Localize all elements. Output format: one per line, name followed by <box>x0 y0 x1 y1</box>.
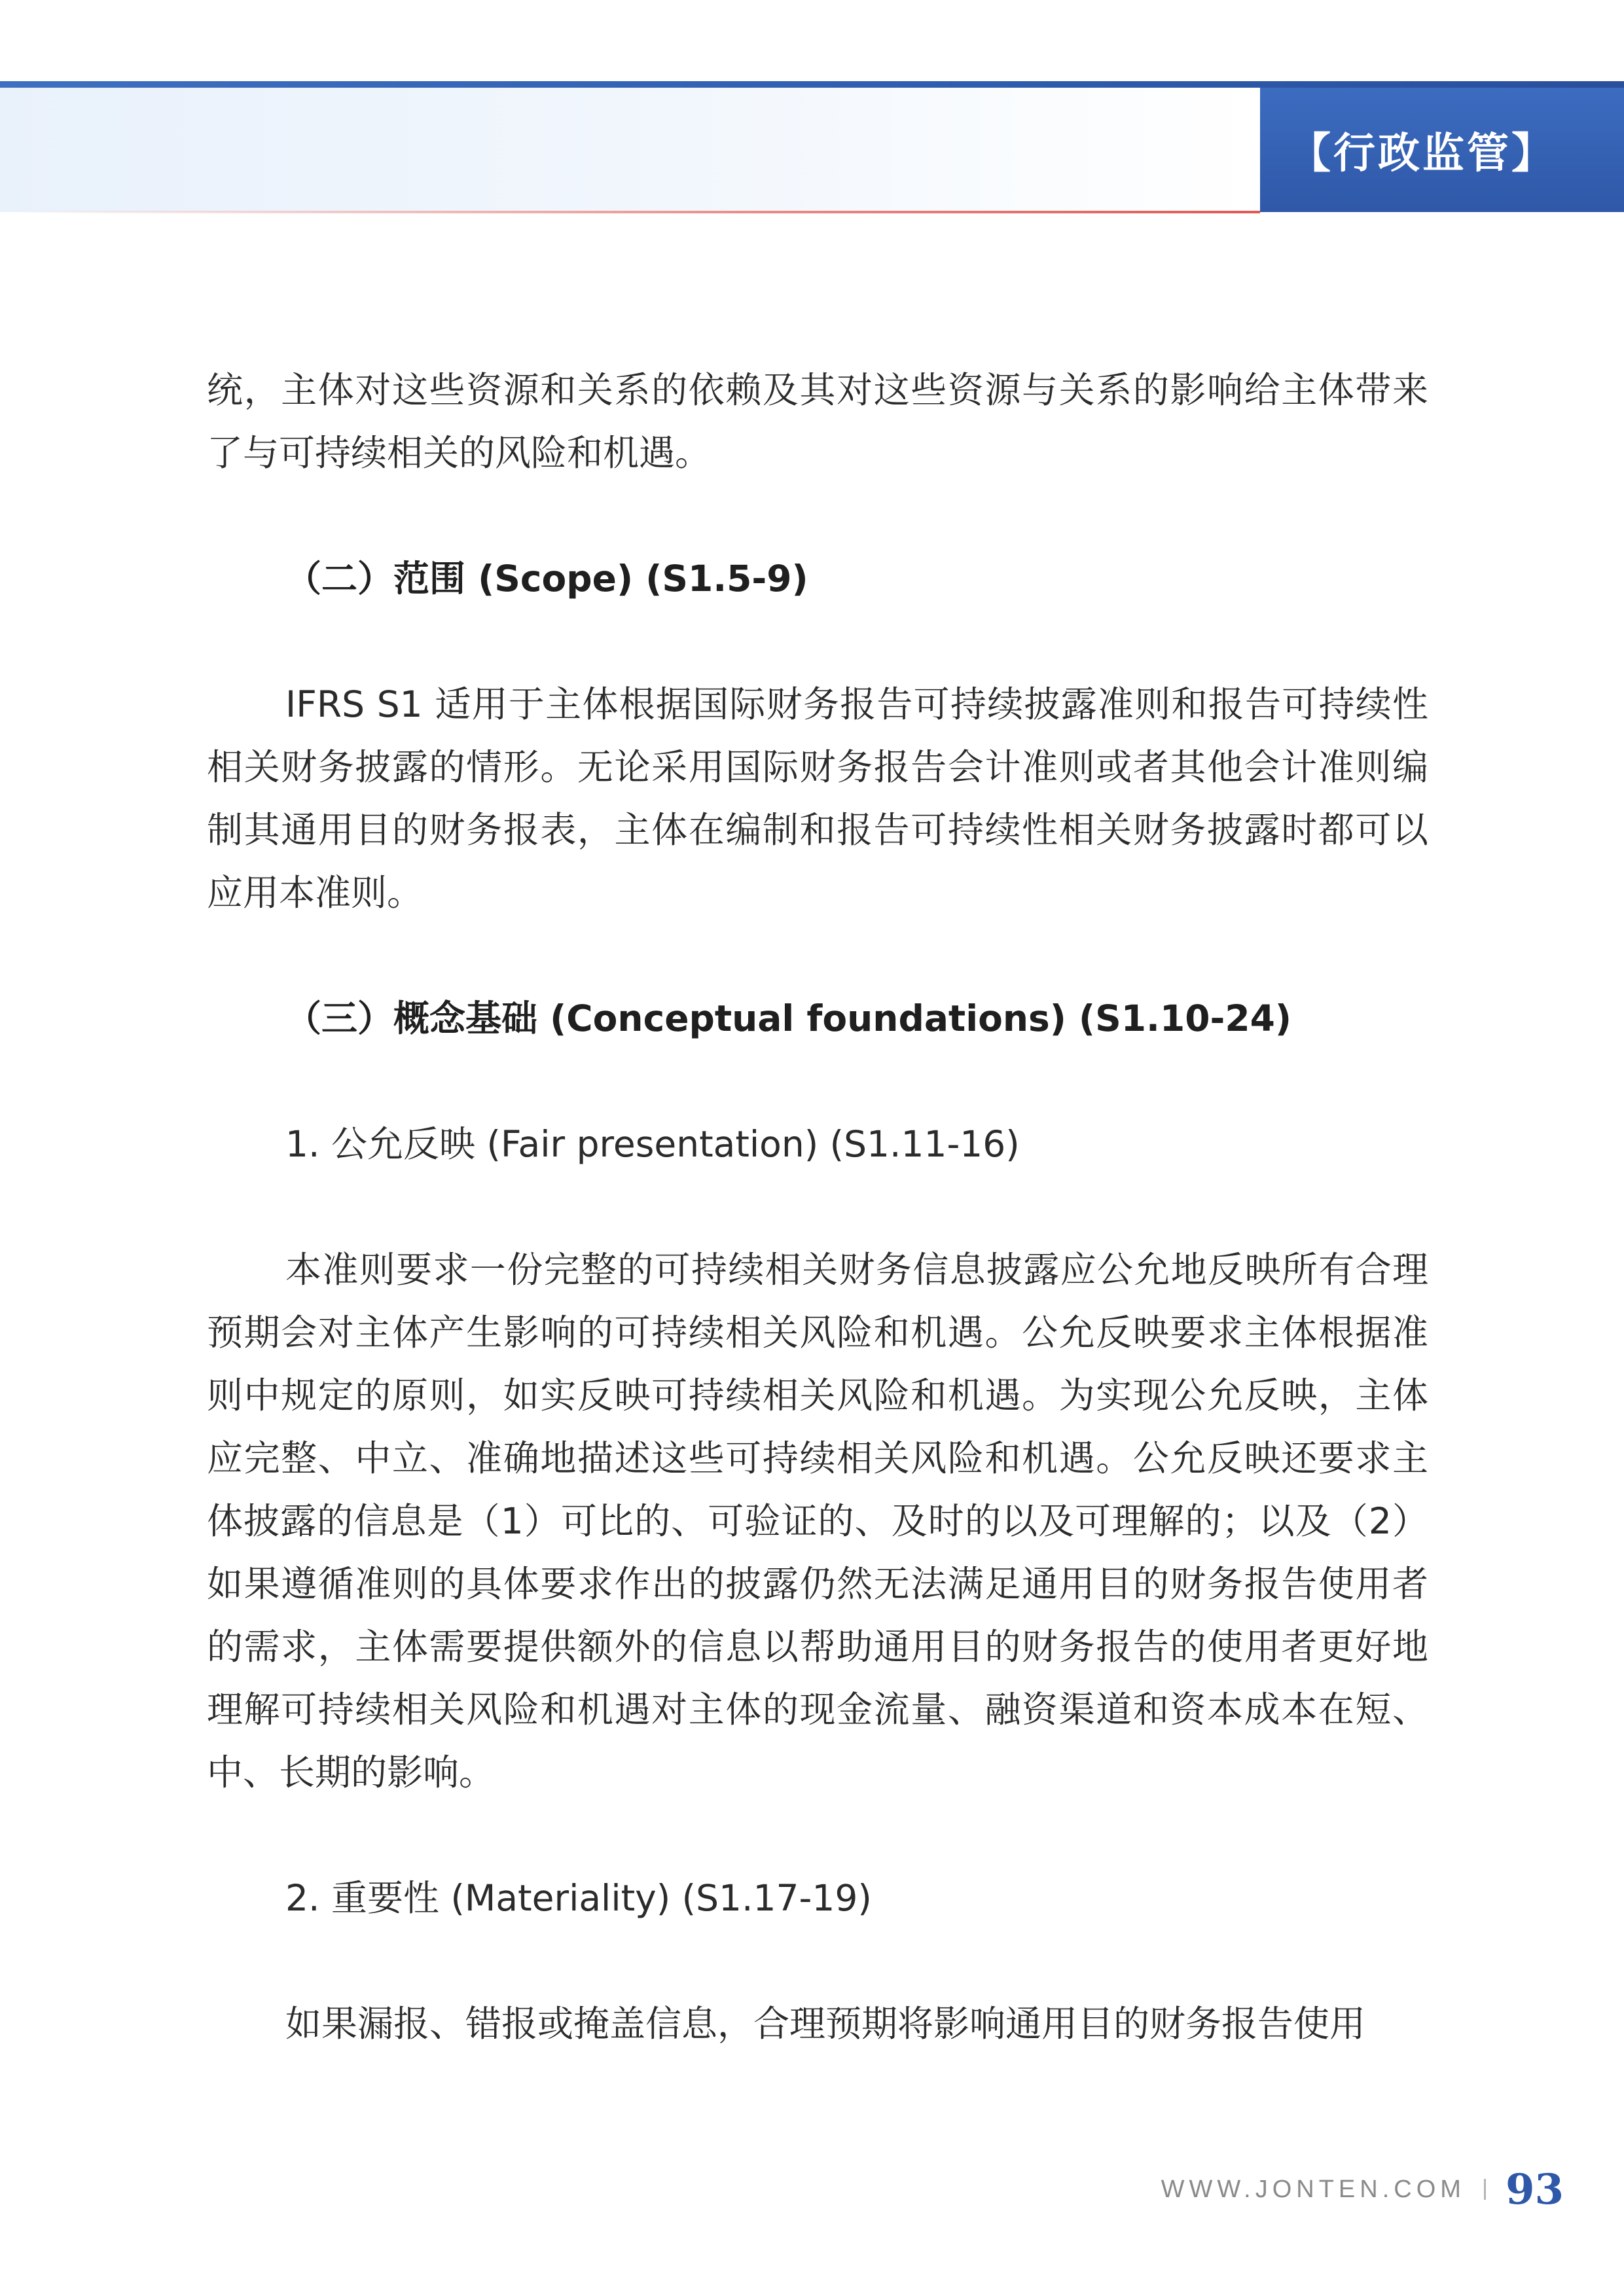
heading-scope: （二）范围 (Scope) (S1.5-9) <box>285 558 808 600</box>
paragraph-materiality: 如果漏报、错报或掩盖信息，合理预期将影响通用目的财务报告使用 <box>285 2003 1366 2045</box>
page-content <box>207 359 1428 2055</box>
subheading-fair-presentation: 1. 公允反映 (Fair presentation) (S1.11-16) <box>285 1123 1020 1165</box>
heading-conceptual-foundations: （三）概念基础 (Conceptual foundations) (S1.10-24) <box>285 997 1291 1039</box>
page-number: 93 <box>1505 2164 1564 2214</box>
page-footer <box>1161 2160 1564 2219</box>
section-tab-label: 【行政监管】 <box>1289 130 1556 178</box>
header-underline <box>20 211 1260 213</box>
subheading-materiality: 2. 重要性 (Materiality) (S1.17-19) <box>285 1877 872 1919</box>
section-tab <box>1260 88 1624 212</box>
footer-separator <box>1484 2179 1486 2200</box>
header-band <box>0 88 1260 212</box>
paragraph-scope: IFRS S1 适用于主体根据国际财务报告可持续披露准则和报告可持续性相关财务披露的情形。无论采用国际财务报告会计准则或者其他会计准则编制其通用目的财务报表，主体在编制和报告可持续性相关财务披露时都可以应用本准则。 <box>207 683 1428 914</box>
header-top-rule <box>0 81 1624 88</box>
paragraph-continued: 统，主体对这些资源和关系的依赖及其对这些资源与关系的影响给主体带来了与可持续相关的风险和机遇。 <box>207 369 1428 474</box>
footer-website: WWW.JONTEN.COM <box>1161 2175 1466 2203</box>
paragraph-fair-presentation: 本准则要求一份完整的可持续相关财务信息披露应公允地反映所有合理预期会对主体产生影响的可持续相关风险和机遇。公允反映要求主体根据准则中规定的原则，如实反映可持续相关风险和机遇。为实现公允反映，主体应完整、中立、准确地描述这些可持续相关风险和机遇。公允反映还要求主体披露的信息是（1）可比的、可验证的、及时的以及可理解的；以及（2）如果遵循准则的具体要求作出的披露仍然无法满足通用目的财务报告使用者的需求，主体需要提供额外的信息以帮助通用目的财务报告的使用者更好地理解可持续相关风险和机遇对主体的现金流量、融资渠道和资本成本在短、中、长期的影响。 <box>207 1249 1428 1793</box>
